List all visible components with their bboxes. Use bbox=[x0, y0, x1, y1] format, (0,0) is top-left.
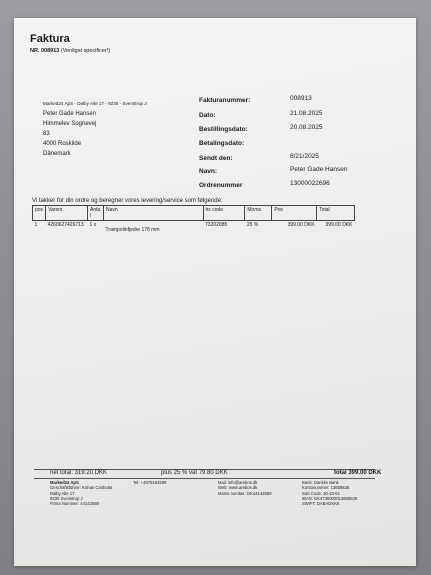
intro-text: Vi takker for din ordre og beregner vores levering/service som følgende: bbox=[32, 198, 223, 204]
footer-phone: Tel: +4578153269 bbox=[133, 480, 167, 485]
footer-company-name: Marked24 ApS bbox=[50, 480, 79, 485]
detail-value-sendt: 8/21/2025 bbox=[290, 153, 319, 160]
footer-bank bbox=[302, 480, 357, 506]
table-row bbox=[33, 221, 355, 235]
detail-value-bestillingsdato: 20.08.2025 bbox=[290, 124, 323, 131]
recipient-name: Peter Gade Hansen bbox=[43, 111, 97, 117]
footer-bank-name: Bank: Danske Bank bbox=[302, 480, 339, 485]
cell-navn bbox=[104, 221, 204, 235]
cell-moms: 25 % bbox=[246, 222, 259, 228]
detail-label-betalingsdato: Betalingsdato: bbox=[199, 140, 245, 147]
col-header-varenr: Varenr. bbox=[46, 206, 88, 221]
col-header-navn: Navn bbox=[104, 206, 204, 221]
items-table bbox=[32, 205, 355, 234]
table-header-row bbox=[33, 206, 355, 221]
detail-value-dato: 21.08.2025 bbox=[290, 110, 323, 117]
detail-label-fakturanummer: Fakturanummer: bbox=[199, 97, 251, 104]
footer-company bbox=[50, 480, 112, 506]
cell-total: 399.00 DKK bbox=[325, 222, 353, 228]
detail-label-bestillingsdato: Bestillingsdato: bbox=[199, 126, 248, 133]
invoice-number: NR. 008913 bbox=[30, 48, 60, 54]
footer-web bbox=[218, 480, 272, 496]
recipient-number: 83 bbox=[43, 131, 50, 137]
col-header-pos: pos bbox=[33, 206, 46, 221]
cell-antal: 1 x bbox=[89, 222, 97, 228]
grand-total: total 399.00 DKK bbox=[334, 470, 382, 476]
footer-company-city: 9230 Svenstrup J bbox=[50, 495, 83, 501]
detail-value-navn: Peter Gade Hansen bbox=[290, 166, 348, 173]
footer-sort-code: Sort Code: 30-10-61 bbox=[302, 490, 340, 496]
cell-pris: 399.00 DKK bbox=[287, 222, 315, 228]
detail-value-ordrenummer: 13000022696 bbox=[290, 180, 330, 187]
footer-iban: IBAN: DK4730000013668636 bbox=[302, 495, 358, 501]
recipient-city: 4000 Roskilde bbox=[43, 141, 82, 147]
detail-label-sendt: Sendt den: bbox=[199, 155, 233, 162]
recipient-country: Dânemark bbox=[43, 151, 71, 157]
net-total: net total: 319.20 DKK bbox=[50, 470, 108, 476]
col-header-hs-code: hs code bbox=[203, 206, 245, 221]
col-header-moms: Moms bbox=[245, 206, 272, 221]
detail-label-ordrenummer: Ordrenummer bbox=[199, 182, 243, 189]
cell-hs-code: 73202085 bbox=[205, 222, 228, 228]
footer-moms-number: Moms number: DK44142589 bbox=[218, 490, 272, 496]
recipient-street: Himmelev Sognevej bbox=[43, 121, 97, 127]
footer-company-firm-number: Firma Nummer: 44142589 bbox=[50, 501, 99, 507]
footer-company-ceo: Geschäftsführer: Kohan Canbolat bbox=[50, 485, 113, 491]
footer-swift: SWIFT: DABADKKK bbox=[302, 501, 340, 507]
invoice-number-line bbox=[30, 48, 110, 54]
footer-contact bbox=[133, 480, 166, 485]
detail-value-fakturanummer: 008913 bbox=[290, 95, 312, 102]
footer-website: Web: www.arebos.dk bbox=[218, 485, 258, 491]
footer-mail: Mail: info@arebos.dk bbox=[218, 480, 258, 485]
footer-company-street: Dalby Alle 17 bbox=[50, 490, 75, 496]
vat-total: plus 25 % vat 79.80 DKK bbox=[161, 470, 228, 476]
sender-address: Marked24 ApS - Dalby Alle 17 - 9230 - Svenstrup J bbox=[43, 101, 147, 106]
detail-label-navn: Navn: bbox=[199, 168, 218, 175]
invoice-title: Faktura bbox=[30, 33, 70, 45]
cell-pos: 1 bbox=[34, 222, 38, 228]
col-header-antal: Anta l bbox=[88, 206, 104, 221]
footer-bottom-rule bbox=[34, 478, 375, 479]
cell-varenr: 4260627426713 bbox=[47, 222, 84, 228]
col-header-total: Total bbox=[317, 206, 355, 221]
col-header-pris: Pris bbox=[272, 206, 317, 221]
footer-account-number: Kontonummer: 13668636 bbox=[302, 485, 350, 491]
cell-navn-text: Trampolinfjedre 178 mm bbox=[105, 227, 160, 233]
detail-label-dato: Dato: bbox=[199, 112, 216, 119]
invoice-number-note: (Venligst specificer!) bbox=[60, 48, 111, 54]
